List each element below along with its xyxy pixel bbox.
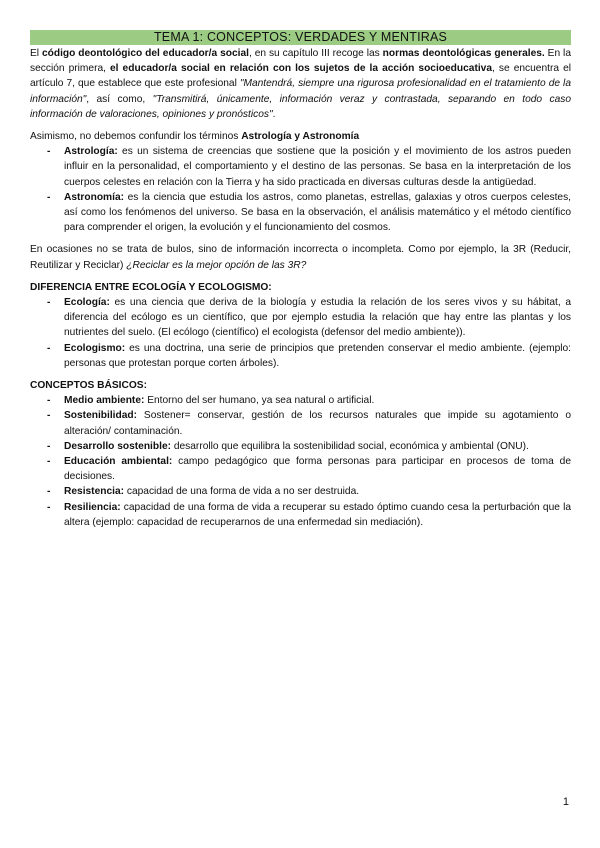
ecologia-list [30, 295, 571, 371]
list-item [30, 484, 571, 499]
list-item [30, 439, 571, 454]
list-item [30, 190, 571, 236]
intro-text: , se encuentra el artículo 7, que establece que este profesional [30, 63, 571, 90]
list-item-text: campo pedagógico que forma personas para participar en procesos de toma de decisiones. [64, 456, 571, 483]
list-item-text: capacidad de una forma de vida a recuperar su estado óptimo cuando cesa la perturbación que la altera (ejemplo: capacidad de recuperarnos de una enfermedad sin mediación). [64, 501, 571, 528]
dash-bullet: - [47, 486, 51, 498]
dash-bullet: - [47, 410, 51, 422]
list-item-text: es una ciencia que deriva de la biología y estudia la relación de los seres vivos y su hábitat, a diferencia del ecólogo es un científico, que por ejemplo estudia la relación que hay entre las plantas y los nutrientes del suelo. (El ecólogo (científico) el ecologista (defensor del medio ambiente)). [64, 297, 571, 339]
dash-bullet: - [47, 191, 51, 203]
intro-quote: "Transmitirá, únicamente, información veraz y contrastada, separando en todo caso información de valoraciones, opiniones y pronósticos" [30, 93, 572, 120]
dash-bullet: - [47, 395, 51, 407]
page-number: 1 [562, 796, 569, 808]
list-item-term: Astrología: [64, 146, 118, 158]
intro-paragraph [30, 46, 571, 122]
list-item-text: Sostener= conservar, gestión de los recursos naturales que impide su agotamiento o alteración/ contaminación. [64, 410, 571, 437]
bulos-question: ¿Reciclar es la mejor opción de las 3R? [126, 259, 307, 271]
dash-bullet: - [47, 501, 51, 513]
list-item [30, 341, 571, 371]
list-item [30, 295, 571, 341]
intro-bold: normas deontológicas generales. [382, 48, 545, 59]
dash-bullet: - [47, 440, 51, 452]
list-item [30, 393, 571, 408]
list-item-term: Ecología: [64, 297, 110, 309]
section-heading-conceptos: CONCEPTOS BÁSICOS: [30, 380, 147, 392]
list-item-text: es la ciencia que estudia los astros, como planetas, estrellas, galaxias y otros cuerpos celestes, así como los fenómenos del universo. Se basa en la observación, el análisis matemático y el método científico para comprender el origen, la evolución y el funcionamiento del cosmos. [64, 191, 571, 234]
astro-lead [30, 129, 571, 144]
bulos-paragraph [30, 242, 571, 272]
list-item-text: desarrollo que equilibra la sostenibilidad social, económica y ambiental (ONU). [171, 440, 529, 452]
intro-text: El [30, 48, 42, 59]
list-item-text: es una doctrina, una serie de principios que pretenden conservar el medio ambiente. (ejemplo: personas que protestan porque corten árboles). [64, 342, 571, 369]
conceptos-list [30, 393, 571, 530]
list-item-text: capacidad de una forma de vida a no ser destruida. [124, 486, 360, 498]
intro-bold: código deontológico del educador/a social [41, 48, 249, 59]
list-item-term: Sostenibilidad: [64, 410, 138, 422]
dash-bullet: - [47, 456, 51, 468]
list-item [30, 408, 571, 438]
list-item [30, 500, 571, 530]
list-item-term: Desarrollo sostenible: [64, 440, 171, 452]
list-item-term: Ecologismo: [64, 342, 126, 354]
astro-list [30, 144, 571, 235]
intro-text: En la sección primera, [30, 48, 571, 75]
intro-text: , así como, [86, 93, 153, 105]
list-item-term: Educación ambiental: [64, 456, 173, 468]
list-item-term: Resistencia: [64, 486, 125, 498]
intro-text: . [272, 108, 276, 120]
page-title: TEMA 1: CONCEPTOS: VERDADES Y MENTIRAS [30, 30, 571, 45]
list-item-term: Resiliencia: [64, 501, 121, 513]
list-item-term: Astronomía: [64, 191, 124, 203]
list-item-term: Medio ambiente: [64, 395, 145, 407]
section-heading-ecologia: DIFERENCIA ENTRE ECOLOGÍA Y ECOLOGISMO: [30, 281, 272, 293]
astro-lead-bold: Astrología y Astronomía [241, 131, 360, 143]
document-page [30, 30, 571, 530]
intro-text: , en su capítulo III recoge las [248, 48, 383, 59]
intro-bold: el educador/a social en relación con los sujetos de la acción socioeducativa [110, 63, 493, 75]
dash-bullet: - [47, 146, 51, 158]
list-item-text: Entorno del ser humano, ya sea natural o artificial. [144, 395, 375, 407]
list-item-text: es un sistema de creencias que sostiene que la posición y el movimiento de los astros pueden influir en la personalidad, el comportamiento y el destino de las personas. Se basa en la interpretación de los cuerpos celestes en relación con la Tierra y ha sido practicada en diversas culturas desde la antigüedad. [64, 146, 571, 188]
dash-bullet: - [47, 342, 51, 354]
list-item [30, 454, 571, 484]
list-item [30, 144, 571, 190]
bulos-text: En ocasiones no se trata de bulos, sino de información incorrecta o incompleta. Como por ejemplo, la 3R (Reducir, Reutilizar y Reciclar) [30, 244, 571, 271]
astro-lead-text: Asimismo, no debemos confundir los términos [30, 131, 242, 143]
dash-bullet: - [47, 297, 51, 309]
intro-quote: "Mantendrá, siempre una rigurosa profesionalidad en el tratamiento de la información" [30, 78, 571, 105]
